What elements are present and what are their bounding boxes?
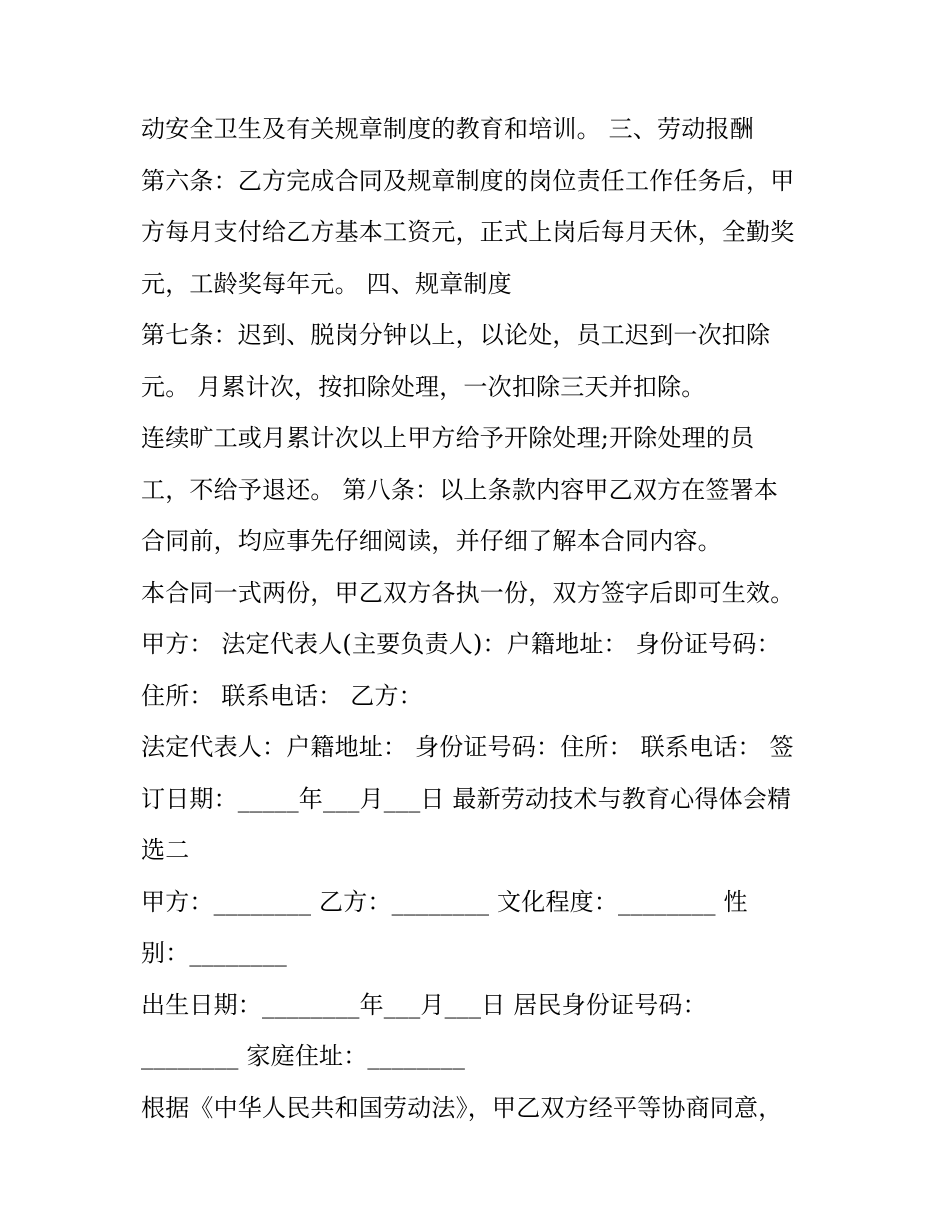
- text-line: 订日期：_____年___月___日 最新劳动技术与教育心得体会精: [141, 784, 792, 813]
- text-line: ________ 家庭住址：________: [141, 1042, 466, 1070]
- text-line: 根据《中华人民共和国劳动法》，甲乙双方经平等协商同意，: [141, 1093, 783, 1122]
- text-line: 出生日期：________年___月___日 居民身份证号码：: [141, 990, 707, 1019]
- text-line: 选二: [141, 836, 190, 864]
- text-line: 法定代表人：户籍地址： 身份证号码：住所： 联系电话： 签: [141, 733, 794, 761]
- text-line: 住所： 联系电话： 乙方：: [141, 681, 423, 710]
- text-line: 合同前，均应事先仔细阅读，并仔细了解本合同内容。: [141, 527, 722, 555]
- text-line: 本合同一式两份，甲乙双方各执一份，双方签字后即可生效。: [141, 578, 795, 607]
- text-line: 元，工龄奖每年元。 四、规章制度: [141, 269, 512, 298]
- text-line: 方每月支付给乙方基本工资元，正式上岗后每月天休，全勤奖: [141, 218, 795, 246]
- text-line: 第七条：迟到、脱岗分钟以上，以论处，员工迟到一次扣除: [141, 321, 771, 349]
- contract-text: [141, 104, 831, 1134]
- text-line: 甲方：________ 乙方：________ 文化程度：________ 性: [141, 887, 748, 916]
- text-line: 连续旷工或月累计次以上甲方给予开除处理;开除处理的员: [141, 424, 755, 452]
- text-line: 第六条：乙方完成合同及规章制度的岗位责任工作任务后，甲: [141, 166, 795, 195]
- text-line: 甲方： 法定代表人(主要负责人)：户籍地址： 身份证号码：: [141, 630, 781, 658]
- text-line: 元。 月累计次，按扣除处理，一次扣除三天并扣除。: [141, 372, 706, 401]
- text-line: 工，不给予退还。 第八条：以上条款内容甲乙双方在签署本: [141, 475, 779, 504]
- text-line: 别：________: [141, 939, 287, 967]
- text-line: 动安全卫生及有关规章制度的教育和培训。 三、劳动报酬: [141, 115, 754, 143]
